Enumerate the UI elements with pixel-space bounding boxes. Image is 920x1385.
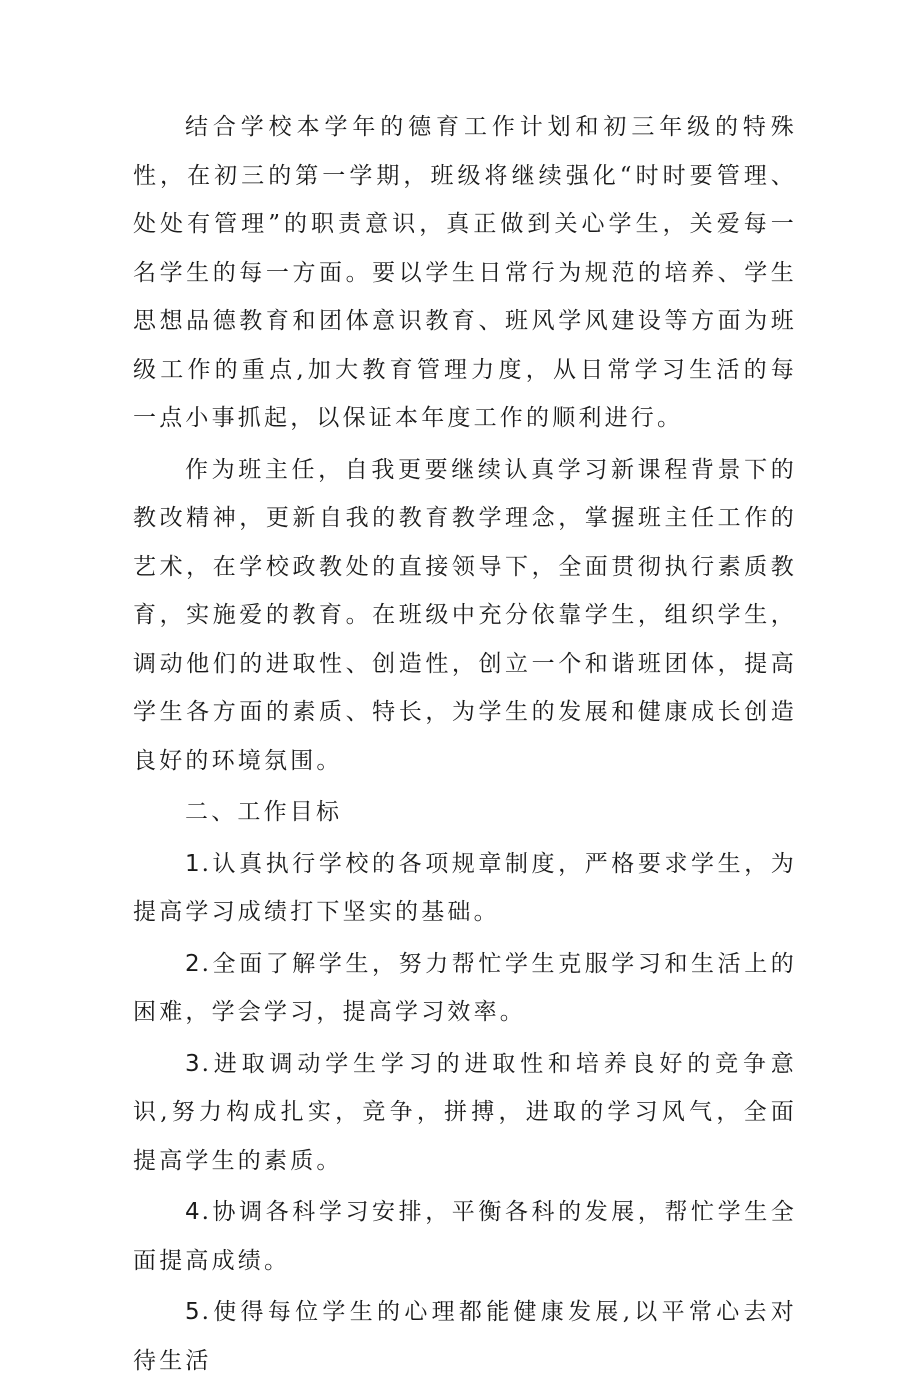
- teacher-role-paragraph: 作为班主任，自我更要继续认真学习新课程背景下的教改精神，更新自我的教育教学理念，掌握班主任工作的艺术，在学校政教处的直接领导下，全面贯彻执行素质教育，实施爱的教育。在班级中充分依靠学生，组织学生，调动他们的进取性、创造性，创立一个和谐班团体，提高学生各方面的素质、特长，为学生的发展和健康成长创造良好的环境氛围。: [133, 456, 797, 774]
- goal-text: .认真执行学校的各项规章制度，严格要求学生，为提高学习成绩打下坚实的基础。: [133, 850, 797, 925]
- goal-number: 1: [185, 850, 200, 877]
- goal-item-1: [133, 840, 797, 937]
- goal-number: 2: [185, 950, 200, 977]
- goal-number: 4: [185, 1199, 200, 1225]
- goal-text: .协调各科学习安排，平衡各科的发展，帮忙学生全面提高成绩。: [133, 1199, 797, 1274]
- goal-text: .全面了解学生，努力帮忙学生克服学习和生活上的困难，学会学习，提高学习效率。: [133, 950, 797, 1025]
- goal-number: 5: [185, 1299, 200, 1325]
- document-page: [133, 103, 797, 1385]
- goal-text: .使得每位学生的心理都能健康发展,以平常心去对待生活: [133, 1299, 797, 1374]
- section-heading: 二、工作目标: [185, 799, 343, 825]
- goal-text: .进取调动学生学习的进取性和培养良好的竞争意识,努力构成扎实，竞争，拼搏，进取的学习风气，全面提高学生的素质。: [133, 1050, 797, 1174]
- intro-paragraph: 结合学校本学年的德育工作计划和初三年级的特殊性，在初三的第一学期，班级将继续强化“时时要管理、处处有管理”的职责意识，真正做到关心学生，关爱每一名学生的每一方面。要以学生日常行为规范的培养、学生思想品德教育和团体意识教育、班风学风建设等方面为班级工作的重点,加大教育管理力度，从日常学习生活的每一点小事抓起，以保证本年度工作的顺利进行。: [133, 114, 797, 431]
- goal-item-4: [133, 1188, 797, 1285]
- goal-item-3: [133, 1040, 797, 1186]
- goal-item-2: [133, 940, 797, 1037]
- goal-number: 3: [185, 1050, 200, 1077]
- goal-item-5: [133, 1288, 797, 1385]
